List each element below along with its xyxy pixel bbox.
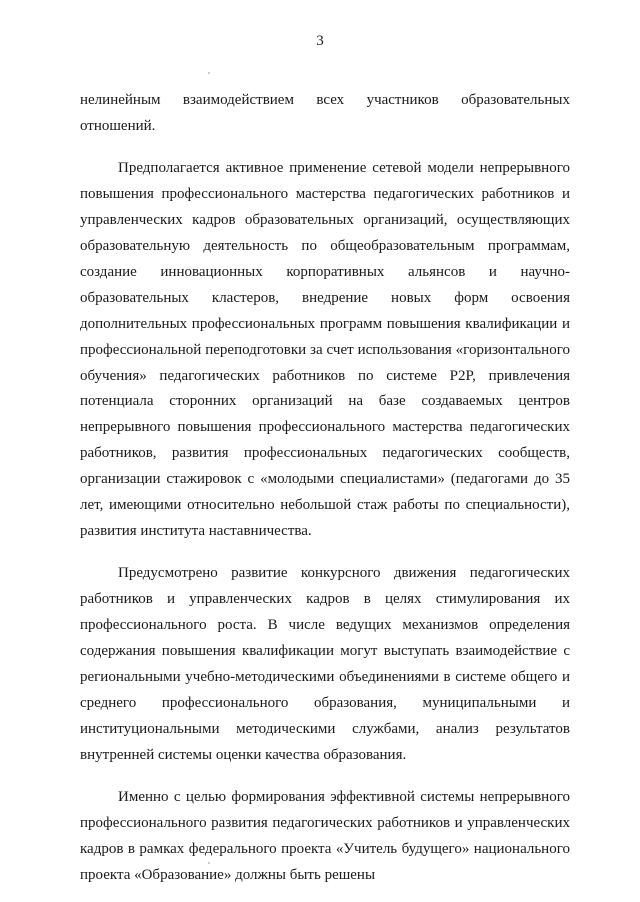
page-number: 3 xyxy=(316,33,324,49)
scan-speck xyxy=(208,862,210,864)
paragraph-continuation: нелинейным взаимодействием всех участников образовательных отношений. xyxy=(80,92,570,134)
paragraph-competition: Предусмотрено развитие конкурсного движения педагогических работников и управленческих кадров в целях стимулирования их профессионального роста. В числе ведущих механизмов определения содержания повышения квалификации могут выступать взаимодействие с региональными учебно-методическими объединениями в системе общего и среднего профессионального образования, муниципальными и институциональными методическими службами, анализ результатов внутренней системы оценки качества образования. xyxy=(80,565,570,763)
paragraph-purpose: Именно с целью формирования эффективной системы непрерывного профессионального развития педагогических работников и управленческих кадров в рамках федерального проекта «Учитель будущего» национального проекта «Образование» должны быть решены xyxy=(80,788,570,883)
document-body xyxy=(80,88,570,889)
scan-speck xyxy=(208,72,210,74)
paragraph-network-model: Предполагается активное применение сетевой модели непрерывного повышения профессионального мастерства педагогических работников и управленческих кадров образовательных организаций, осуществляющих образовательную деятельность по общеобразовательным программам, создание инновационных корпоративных альянсов и научно-образовательных кластеров, внедрение новых форм освоения дополнительных профессиональных программ повышения квалификации и профессиональной переподготовки за счет использования «горизонтального обучения» педагогических работников по системе P2P, привлечения потенциала сторонних организаций на базе создаваемых центров непрерывного повышения профессионального мастерства педагогических работников, развития профессиональных педагогических сообществ, организации стажировок с «молодыми специалистами» (педагогами до 35 лет, имеющими относительно небольшой стаж работы по специальности), развития института наставничества. xyxy=(80,159,570,540)
